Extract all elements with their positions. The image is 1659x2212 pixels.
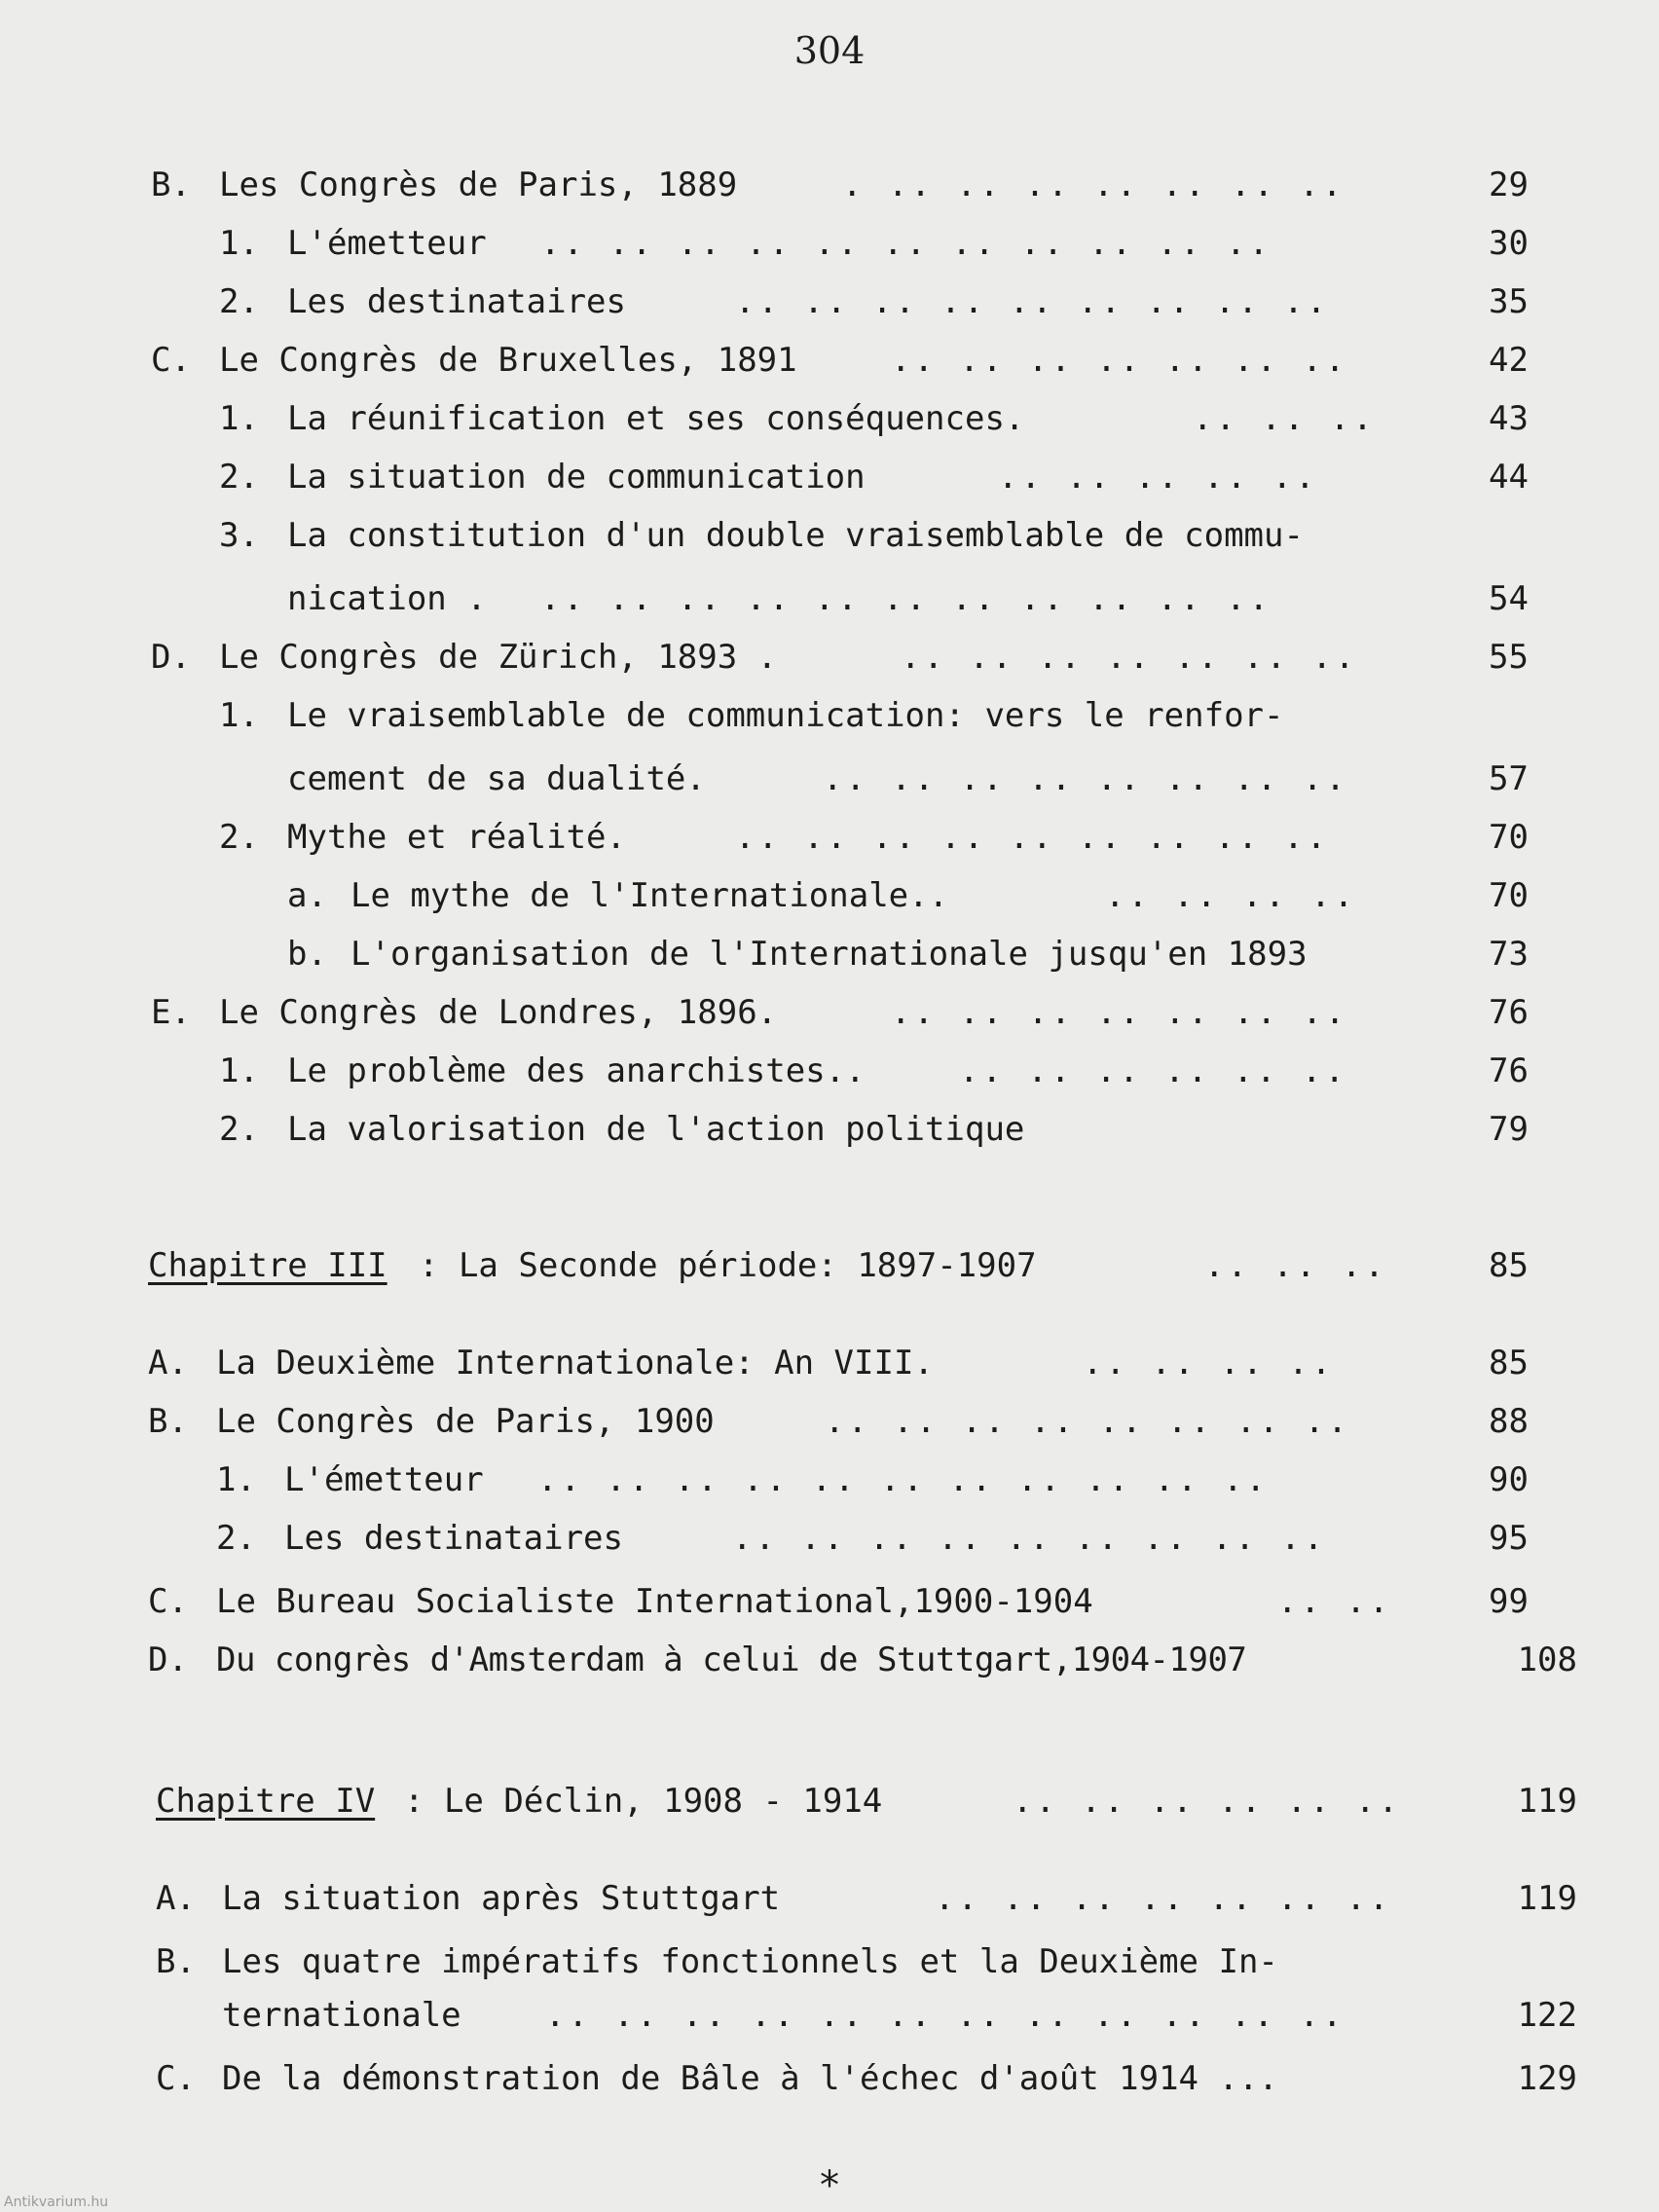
entry-page: 70: [1489, 818, 1529, 857]
entry-label: D.: [148, 1641, 188, 1679]
entry-label: C.: [148, 1582, 188, 1621]
leader-dots: .. .. .. .. .. .. ..: [891, 341, 1348, 380]
entry-label: 1.: [219, 1051, 259, 1090]
toc-entry: [156, 1991, 1577, 2040]
toc-entry: [151, 336, 1529, 385]
entry-page: 57: [1489, 759, 1529, 798]
entry-label: B.: [148, 1402, 188, 1441]
entry-label: B.: [156, 1942, 196, 1981]
leader-dots: .. .. .. .. .. .. ..: [901, 638, 1358, 677]
entry-page: 119: [1517, 1879, 1577, 1918]
watermark: Antikvarium.hu: [4, 2194, 109, 2210]
entry-label: A.: [148, 1344, 188, 1382]
entry-page: 42: [1489, 341, 1529, 380]
toc-entry: [219, 453, 1529, 501]
toc-entry: [216, 1514, 1529, 1563]
entry-label: A.: [156, 1879, 196, 1918]
leader-dots: .. .. .. .. .. .. .. .. .. .. ..: [537, 1460, 1270, 1499]
entry-page: 108: [1517, 1641, 1577, 1679]
entry-page: 95: [1489, 1519, 1529, 1558]
toc-entry: [219, 1047, 1529, 1095]
entry-label: B.: [151, 166, 191, 204]
entry-page: 85: [1489, 1246, 1529, 1285]
toc-entry: [219, 277, 1529, 326]
chapter-title: : Le Déclin, 1908 - 1914: [404, 1782, 883, 1821]
entry-page: 30: [1489, 224, 1529, 263]
entry-text: Le Congrès de Londres, 1896.: [219, 993, 778, 1032]
leader-dots: .. .. ..: [1204, 1246, 1387, 1285]
chapter-label: Chapitre IV: [156, 1782, 376, 1821]
entry-page: 76: [1489, 1051, 1529, 1090]
entry-label: C.: [156, 2059, 196, 2098]
entry-label: a.: [287, 876, 327, 915]
toc-entry: [219, 574, 1529, 623]
entry-text: Le Congrès de Bruxelles, 1891: [219, 341, 797, 380]
chapter-heading: [148, 1241, 1529, 1290]
entry-text: Le Congrès de Paris, 1900: [216, 1402, 715, 1441]
entry-text: L'organisation de l'Internationale jusqu'en 1893: [350, 935, 1308, 974]
entry-text: Le Bureau Socialiste International,1900-1904: [216, 1582, 1093, 1621]
entry-label: 3.: [219, 516, 259, 555]
entry-text: cement de sa dualité.: [287, 759, 706, 798]
toc-entry: [219, 219, 1529, 268]
entry-text: La situation de communication: [287, 458, 866, 497]
leader-dots: .. .. .. .. .. .. .. .. .. .. ..: [540, 224, 1272, 263]
entry-page: 129: [1517, 2059, 1577, 2098]
entry-page: 55: [1489, 638, 1529, 677]
leader-dots: .. .. .. ..: [1083, 1344, 1335, 1382]
entry-text: nication .: [287, 579, 487, 618]
leader-dots: .. ..: [1277, 1582, 1392, 1621]
leader-dots: .. .. .. .. .. .. .. .. .. .. ..: [540, 579, 1272, 618]
leader-dots: .. .. .. ..: [1105, 876, 1357, 915]
entry-page: 76: [1489, 993, 1529, 1032]
entry-text: Les quatre impératifs fonctionnels et la Deuxième In-: [222, 1942, 1278, 1981]
entry-text: Du congrès d'Amsterdam à celui de Stuttgart,1904-1907: [216, 1641, 1247, 1679]
leader-dots: .. .. .. .. .. ..: [1013, 1782, 1401, 1821]
entry-text: Les Congrès de Paris, 1889: [219, 166, 738, 204]
toc-entry: [287, 871, 1529, 920]
entry-page: 35: [1489, 282, 1529, 321]
entry-label: 1.: [219, 224, 259, 263]
entry-text: Les destinataires: [287, 282, 626, 321]
entry-page: 54: [1489, 579, 1529, 618]
toc-entry: [156, 1937, 1577, 1986]
leader-dots: .. .. .. .. .. .. .. .. ..: [735, 282, 1330, 321]
entry-label: E.: [151, 993, 191, 1032]
entry-label: 2.: [219, 818, 259, 857]
leader-dots: .. .. .. .. .. .. ..: [935, 1879, 1392, 1918]
entry-text: ternationale: [222, 1996, 461, 2035]
toc-entry: [148, 1339, 1529, 1387]
toc-entry: [219, 755, 1529, 803]
entry-page: 85: [1489, 1344, 1529, 1382]
entry-text: La valorisation de l'action politique: [287, 1110, 1025, 1149]
leader-dots: .. .. .. .. .. .. ..: [891, 993, 1348, 1032]
entry-text: De la démonstration de Bâle à l'échec d'août 1914 ...: [222, 2059, 1278, 2098]
entry-page: 79: [1489, 1110, 1529, 1149]
chapter-heading: [156, 1777, 1577, 1825]
footnote-mark: *: [820, 2163, 839, 2208]
entry-label: C.: [151, 341, 191, 380]
toc-entry: [219, 1105, 1529, 1154]
entry-label: 1.: [216, 1460, 256, 1499]
entry-label: 1.: [219, 696, 259, 735]
toc-entry: [151, 633, 1529, 682]
toc-entry: [148, 1397, 1529, 1446]
leader-dots: .. .. .. .. .. .. .. .. ..: [735, 818, 1330, 857]
toc-entry: [287, 930, 1529, 978]
entry-page: 29: [1489, 166, 1529, 204]
toc-entry: [151, 161, 1529, 209]
entry-label: D.: [151, 638, 191, 677]
toc-entry: [151, 988, 1529, 1037]
entry-page: 70: [1489, 876, 1529, 915]
chapter-label: Chapitre III: [148, 1246, 387, 1285]
toc-entry: [148, 1577, 1529, 1626]
entry-text: Le vraisemblable de communication: vers le renfor-: [287, 696, 1284, 735]
toc-entry: [216, 1456, 1529, 1504]
entry-page: 44: [1489, 458, 1529, 497]
entry-label: 2.: [219, 282, 259, 321]
entry-text: La réunification et ses conséquences.: [287, 399, 1025, 438]
entry-label: 2.: [219, 458, 259, 497]
entry-text: Le problème des anarchistes..: [287, 1051, 866, 1090]
entry-page: 73: [1489, 935, 1529, 974]
toc-entry: [219, 691, 1529, 740]
page-number: 304: [793, 29, 866, 72]
entry-page: 43: [1489, 399, 1529, 438]
toc-entry: [219, 511, 1529, 560]
entry-label: 1.: [219, 399, 259, 438]
leader-dots: .. .. .. .. ..: [998, 458, 1318, 497]
entry-page: 122: [1517, 1996, 1577, 2035]
toc-entry: [156, 1874, 1577, 1923]
leader-dots: .. .. .. .. .. .. .. ..: [823, 759, 1348, 798]
entry-text: Mythe et réalité.: [287, 818, 626, 857]
leader-dots: .. .. .. .. .. .. .. .. .. .. .. ..: [545, 1996, 1346, 2035]
entry-text: L'émetteur: [287, 224, 487, 263]
entry-page: 119: [1517, 1782, 1577, 1821]
entry-page: 90: [1489, 1460, 1529, 1499]
toc-entry: [219, 813, 1529, 862]
leader-dots: .. .. ..: [1193, 399, 1376, 438]
chapter-title: : La Seconde période: 1897-1907: [419, 1246, 1037, 1285]
entry-text: L'émetteur: [284, 1460, 484, 1499]
entry-label: 2.: [216, 1519, 256, 1558]
entry-page: 99: [1489, 1582, 1529, 1621]
toc-entry: [148, 1636, 1577, 1684]
entry-label: b.: [287, 935, 327, 974]
entry-text: La Deuxième Internationale: An VIII.: [216, 1344, 934, 1382]
entry-text: Le mythe de l'Internationale..: [350, 876, 949, 915]
leader-dots: .. .. .. .. .. .. .. ..: [825, 1402, 1350, 1441]
entry-page: 88: [1489, 1402, 1529, 1441]
entry-text: Le Congrès de Zürich, 1893 .: [219, 638, 778, 677]
leader-dots: .. .. .. .. .. ..: [959, 1051, 1347, 1090]
entry-text: La constitution d'un double vraisemblable de commu-: [287, 516, 1304, 555]
leader-dots: .. .. .. .. .. .. .. .. ..: [732, 1519, 1327, 1558]
toc-entry: [219, 394, 1529, 443]
entry-label: 2.: [219, 1110, 259, 1149]
entry-text: Les destinataires: [284, 1519, 623, 1558]
leader-dots: . .. .. .. .. .. .. ..: [842, 166, 1346, 204]
toc-entry: [156, 2054, 1577, 2103]
entry-text: La situation après Stuttgart: [222, 1879, 781, 1918]
